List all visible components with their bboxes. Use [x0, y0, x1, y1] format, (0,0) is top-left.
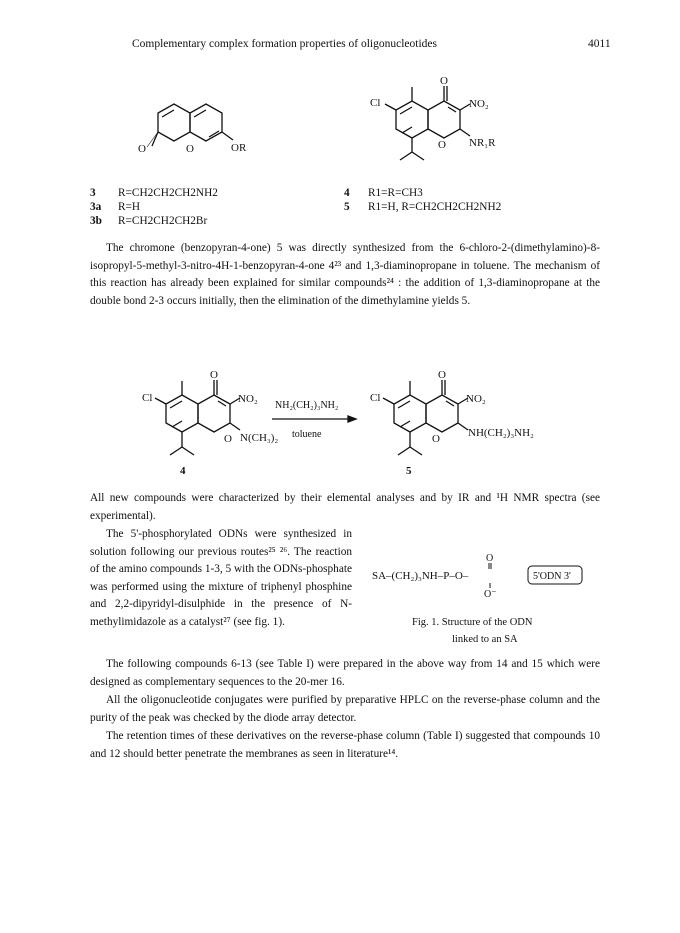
- reagent-label: NH₂(CH₂)₃NH₂: [275, 400, 339, 411]
- chromone-ring-a: [396, 101, 428, 138]
- product-ring-o: O: [432, 433, 440, 445]
- product-number: 5: [406, 465, 412, 477]
- running-title: Complementary complex formation properties of oligonucleotides: [132, 38, 437, 50]
- compound-labels-right: 4 R1=R=CH3 5 R1=H, R=CH2CH2CH2NH2: [344, 187, 502, 213]
- chromone-cl: Cl: [370, 97, 381, 109]
- figure1-caption-line1: Fig. 1. Structure of the ODN: [412, 617, 533, 628]
- paragraph-purification: All the oligonucleotide conjugates were purified by preparative HPLC on the reverse-phase column and the purity of the peak was checked by the diode array detector.: [90, 694, 600, 724]
- reactant-no2: NO₂: [238, 393, 258, 405]
- figure1-structure: [370, 548, 605, 604]
- paragraph-characterization: All new compounds were characterized by their elemental analyses and by IR and ¹H NMR spectra (see experimental).: [90, 492, 600, 522]
- figure1-p-oxygen-bottom: O⁻: [484, 589, 497, 600]
- paragraph-synthesis: The chromone (benzopyran-4-one) 5 was directly synthesized from the 6-chloro-2-(dimethylamino)-8-isopropyl-5-methyl-3-nitro-4H-1-benzopyran-4-one 4²³ and 1,3-diaminopropane in toluene. The mechanism of this reaction has already been explained for similar compounds²⁴ : the addition of 1,3-diaminopropane at the double bond 2-3 occurs initially, then the elimination of the dimethylamine yields 5.: [90, 242, 600, 307]
- reactant-cl: Cl: [142, 392, 153, 404]
- paragraph-compounds: The following compounds 6-13 (see Table I) were prepared in the above way from 14 and 15 which were designed as complementary sequences to the 20-mer 16.: [90, 658, 600, 688]
- figure1-odn-box: 5'ODN 3': [533, 571, 571, 582]
- coumarin-carbonyl-o: O: [138, 143, 146, 155]
- page-number: 4011: [588, 38, 611, 50]
- product-cl: Cl: [370, 392, 381, 404]
- top-structures-figure: [0, 60, 680, 185]
- chromone-no2: NO₂: [469, 98, 489, 110]
- product-amine: NH(CH₂)₃NH₂: [468, 427, 534, 439]
- chromone-ring-o: O: [438, 139, 446, 151]
- reactant-amine: N(CH₃)₂: [240, 432, 279, 444]
- coumarin-ring-b: [190, 104, 222, 141]
- reactant-carbonyl: O: [210, 369, 218, 381]
- figure1-formula: SA–(CH₂)₃NH–P–O–: [372, 570, 469, 582]
- figure1-p-oxygen-top: O: [486, 553, 494, 564]
- chromone-ring-b: [428, 101, 460, 138]
- chromone-amine: NR₁R: [469, 137, 496, 149]
- reactant-number: 4: [180, 465, 186, 477]
- product-carbonyl: O: [438, 369, 446, 381]
- paragraph-retention: The retention times of these derivatives on the reverse-phase column (Table I) suggested that compounds 10 and 12 should better penetrate the membranes as seen in literature¹⁴.: [90, 730, 600, 760]
- chromone-carbonyl-o: O: [440, 75, 448, 87]
- coumarin-ring-a: [158, 104, 190, 141]
- coumarin-or-label: OR: [231, 142, 247, 154]
- solvent-label: toluene: [292, 429, 322, 440]
- reactant-ring-o: O: [224, 433, 232, 445]
- paragraph-odn-synthesis: The 5'-phosphorylated ODNs were synthesized in solution following our previous routes²⁵ ²⁶. The reaction of the amino compounds 1-3, 5 with the ODNs-phosphate was performed using the mixture of triphenyl phosphine and 2,2-dipyridyl-disulphide in the presence of N-methylimidazole as a catalyst²⁷ (see fig. 1).: [90, 528, 352, 628]
- product-no2: NO₂: [466, 393, 486, 405]
- compound-labels-left: 3 R=CH2CH2CH2NH2 3a R=H 3b R=CH2CH2CH2Br: [90, 187, 218, 227]
- reaction-scheme: [0, 350, 680, 480]
- figure1-caption-line2: linked to an SA: [452, 634, 518, 645]
- coumarin-ring-o: O: [186, 143, 194, 155]
